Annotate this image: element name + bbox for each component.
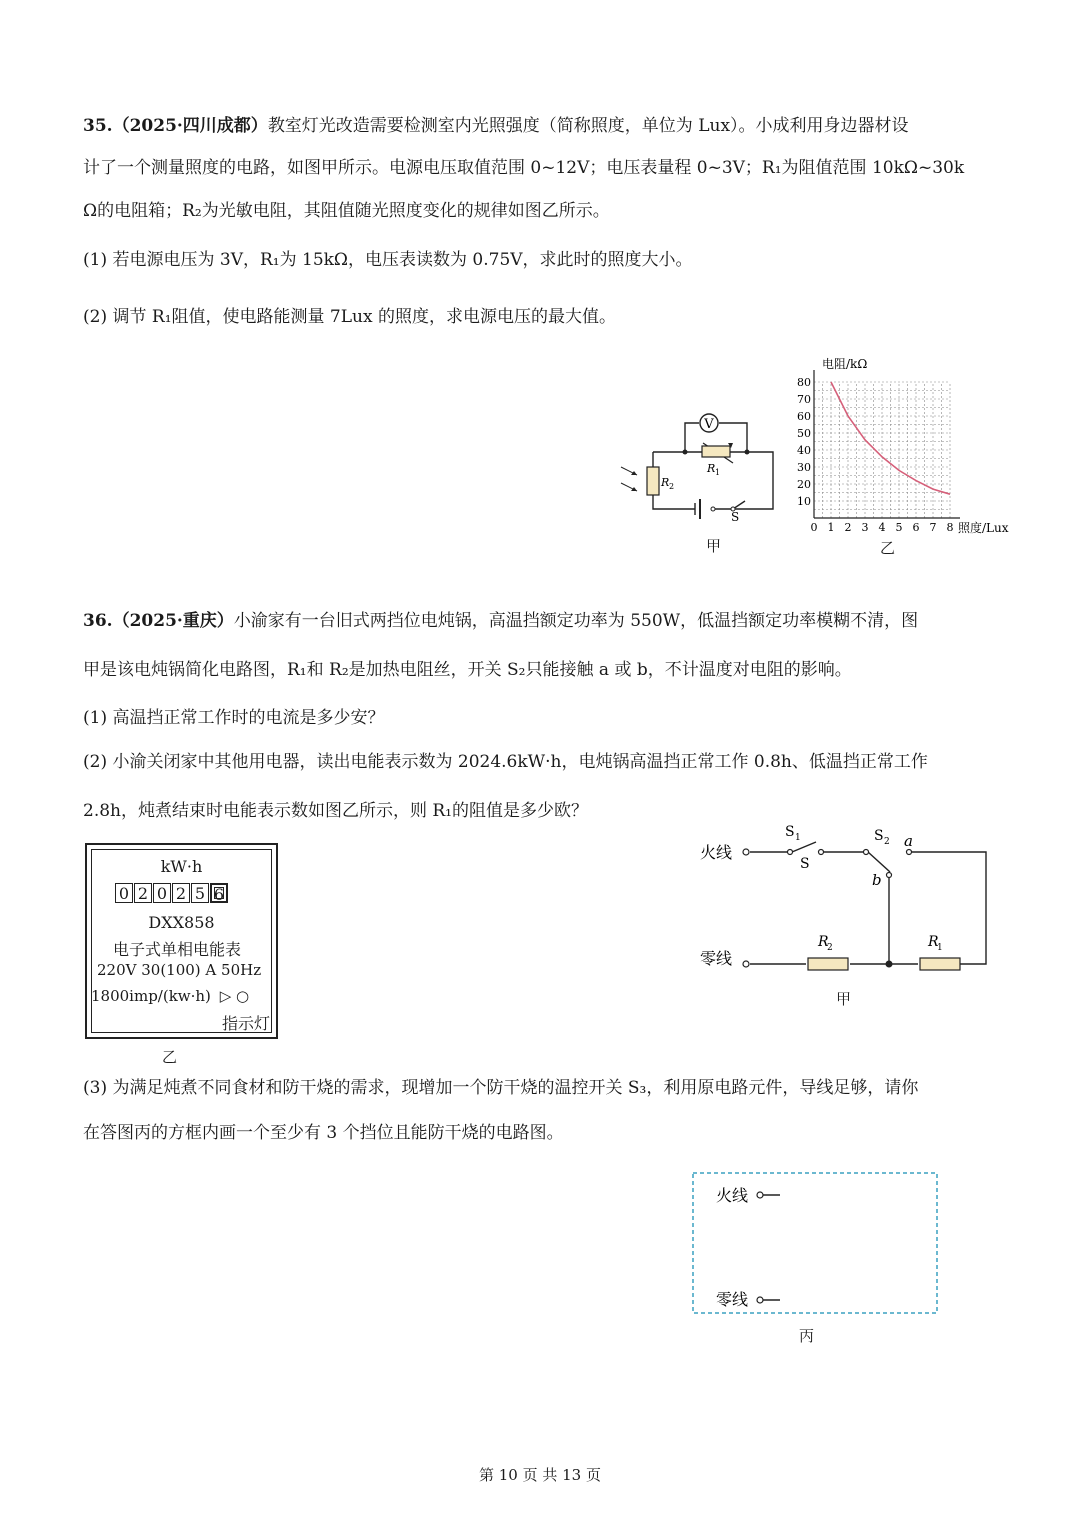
meter-unit: kW·h — [160, 857, 203, 876]
q35-r1-sub: 1 — [715, 468, 721, 477]
q36-contact-b: b — [872, 871, 882, 889]
q36-sub2-line2: 2.8h，炖煮结束时电能表示数如图乙所示，则 R₁的阻值是多少欧？ — [83, 801, 589, 821]
q36-r2-sub: 2 — [827, 943, 833, 953]
q36-line2: 甲是该电炖锅简化电路图，R₁和 R₂是加热电阻丝，开关 S₂只能接触 a 或 b，不计温度对电阻的影响。 — [83, 660, 852, 680]
chart-x-tick-label: 3 — [861, 521, 869, 534]
q36-source: （2025·重庆） — [112, 611, 234, 631]
chart-y-tick-label: 50 — [797, 427, 811, 440]
q35-line1 — [83, 114, 909, 138]
meter-digit-decimal: 6 — [210, 883, 228, 903]
q35-sub2: (2) 调节 R₁阻值，使电路能测量 7Lux 的照度，求电源电压的最大值。 — [83, 307, 616, 327]
q36-s-label: S — [800, 856, 810, 872]
q36-sub2-line1: (2) 小渝关闭家中其他用电器，读出电能表示数为 2024.6kW·h，电炖锅高温挡正常工作 0.8h、低温挡正常工作 — [83, 752, 928, 772]
meter-digit: 2 — [172, 883, 190, 903]
q35-source: （2025·四川成都） — [112, 116, 268, 136]
chart-y-tick-label: 10 — [797, 495, 811, 508]
meter-digits — [115, 883, 229, 903]
q36-s1-sub: 1 — [795, 833, 801, 843]
meter-digit: 0 — [153, 883, 171, 903]
page-footer: 第 10 页 共 13 页 — [478, 1466, 601, 1484]
meter-imp-value: 1800imp/(kw·h) — [91, 987, 211, 1005]
answer-live-label: 火线 — [716, 1186, 749, 1205]
q36-s1-label: S — [785, 824, 795, 840]
q36-number: 36. — [83, 611, 113, 631]
q35-fig-jia-caption: 甲 — [706, 537, 722, 555]
indicator-light-icon: ○ — [236, 987, 250, 1005]
electric-meter — [85, 843, 278, 1039]
q36-line1 — [83, 609, 918, 633]
q36-r1-label: R — [928, 934, 939, 950]
q36-text-1: 小渝家有一台旧式两挡位电炖锅，高温挡额定功率为 550W，低温挡额定功率模糊不清，图 — [233, 611, 919, 631]
arrow-icon: ▷ — [219, 987, 232, 1005]
q35-fig-yi-caption: 乙 — [880, 539, 896, 557]
q36-sub3-line2: 在答图丙的方框内画一个至少有 3 个挡位且能防干烧的电路图。 — [83, 1123, 564, 1143]
chart-ylabel: 电阻/kΩ — [822, 357, 868, 371]
q36-s2-sub: 2 — [884, 837, 890, 847]
answer-box — [690, 1170, 942, 1318]
q35-text-1: 教室灯光改造需要检测室内光照强度（简称照度，单位为 Lux）。小成利用身边器材设 — [267, 116, 909, 136]
q35-resistance-chart — [782, 348, 1022, 538]
chart-y-tick-label: 60 — [797, 410, 811, 423]
chart-x-tick-label: 1 — [827, 521, 835, 534]
q35-r2-sub: 2 — [669, 482, 675, 491]
meter-digit: 5 — [191, 883, 209, 903]
chart-xlabel: 照度/Lux — [958, 521, 1009, 535]
chart-y-tick-label: 80 — [797, 376, 811, 389]
q35-line2: 计了一个测量照度的电路，如图甲所示。电源电压取值范围 0~12V；电压表量程 0~3V；R₁为阻值范围 10kΩ~30k — [83, 158, 965, 178]
meter-model: DXX858 — [148, 913, 215, 932]
answer-box-caption: 丙 — [799, 1327, 815, 1345]
q36-contact-a: a — [904, 832, 913, 850]
q36-s2-label: S — [874, 828, 884, 844]
chart-x-tick-label: 4 — [878, 521, 886, 534]
meter-spec: 220V 30(100) A 50Hz — [97, 961, 262, 979]
chart-x-tick-label: 0 — [810, 521, 818, 534]
chart-x-tick-label: 8 — [946, 521, 954, 534]
q36-circuit-caption: 甲 — [836, 990, 852, 1008]
answer-neutral-label: 零线 — [716, 1290, 749, 1309]
q35-number: 35. — [83, 116, 113, 136]
q35-line3: Ω的电阻箱；R₂为光敏电阻，其阻值随光照度变化的规律如图乙所示。 — [83, 201, 610, 221]
q35-r2-label: R — [661, 476, 670, 489]
chart-x-tick-label: 7 — [929, 521, 937, 534]
q36-r2-label: R — [818, 934, 829, 950]
q36-sub1: (1) 高温挡正常工作时的电流是多少安？ — [83, 708, 385, 728]
chart-x-tick-label: 6 — [912, 521, 920, 534]
chart-y-tick-label: 30 — [797, 461, 811, 474]
chart-y-tick-label: 20 — [797, 478, 811, 491]
meter-digit: 0 — [115, 883, 133, 903]
q36-neutral-label: 零线 — [700, 949, 733, 968]
q35-switch-label: S — [731, 510, 740, 524]
q36-meter-caption: 乙 — [162, 1048, 178, 1066]
q35-sub1: (1) 若电源电压为 3V，R₁为 15kΩ，电压表读数为 0.75V，求此时的照度大小。 — [83, 250, 693, 270]
meter-imp — [91, 987, 249, 1005]
q36-circuit-diagram — [700, 818, 1000, 988]
q36-sub3-line1: (3) 为满足炖煮不同食材和防干烧的需求，现增加一个防干烧的温控开关 S₃，利用原电路元件，导线足够，请你 — [83, 1078, 919, 1098]
q36-live-label: 火线 — [700, 843, 733, 862]
meter-digit: 2 — [134, 883, 152, 903]
chart-y-tick-label: 70 — [797, 393, 811, 406]
q35-r1-label: R — [707, 462, 716, 475]
q35-circuit-diagram — [615, 405, 785, 555]
q36-r1-sub: 1 — [937, 943, 943, 953]
meter-indicator-label: 指示灯 — [221, 1014, 270, 1033]
meter-name: 电子式单相电能表 — [113, 940, 242, 959]
voltmeter-label: V — [704, 417, 714, 432]
chart-x-tick-label: 5 — [895, 521, 903, 534]
chart-x-tick-label: 2 — [844, 521, 852, 534]
chart-y-tick-label: 40 — [797, 444, 811, 457]
